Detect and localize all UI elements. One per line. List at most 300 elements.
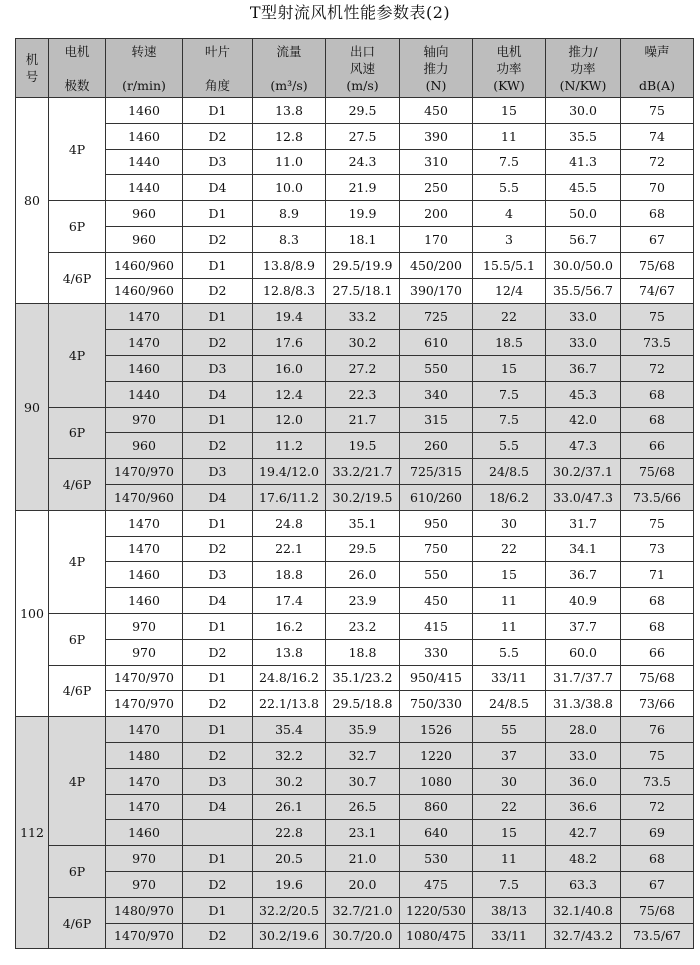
performance-table <box>15 38 694 949</box>
velocity-cell: 20.0 <box>326 871 400 897</box>
noise-cell: 72 <box>621 794 694 820</box>
thrust-cell: 315 <box>400 407 473 433</box>
thrust-cell: 260 <box>400 433 473 459</box>
table-row <box>16 691 694 717</box>
velocity-cell: 30.7 <box>326 768 400 794</box>
blade-angle-cell: D4 <box>183 794 253 820</box>
velocity-cell: 35.1 <box>326 510 400 536</box>
flow-cell: 35.4 <box>253 717 326 743</box>
ratio-cell: 30.0 <box>546 98 621 124</box>
flow-cell: 13.8/8.9 <box>253 252 326 278</box>
flow-cell: 16.0 <box>253 355 326 381</box>
ratio-cell: 30.2/37.1 <box>546 459 621 485</box>
speed-cell: 960 <box>106 433 183 459</box>
noise-cell: 66 <box>621 433 694 459</box>
blade-angle-cell: D4 <box>183 484 253 510</box>
flow-cell: 12.0 <box>253 407 326 433</box>
blade-angle-cell <box>183 820 253 846</box>
table-row <box>16 123 694 149</box>
thrust-cell: 1220/530 <box>400 897 473 923</box>
power-cell: 30 <box>473 768 546 794</box>
flow-cell: 8.9 <box>253 201 326 227</box>
table-row <box>16 252 694 278</box>
table-row <box>16 639 694 665</box>
speed-cell: 970 <box>106 613 183 639</box>
noise-cell: 75 <box>621 510 694 536</box>
table-row <box>16 846 694 872</box>
speed-cell: 1470 <box>106 717 183 743</box>
blade-angle-cell: D2 <box>183 691 253 717</box>
poles-cell: 4P <box>49 510 106 613</box>
velocity-cell: 23.1 <box>326 820 400 846</box>
ratio-cell: 35.5 <box>546 123 621 149</box>
blade-angle-cell: D2 <box>183 536 253 562</box>
power-cell: 7.5 <box>473 149 546 175</box>
noise-cell: 75/68 <box>621 459 694 485</box>
ratio-cell: 36.6 <box>546 794 621 820</box>
thrust-cell: 1080 <box>400 768 473 794</box>
table-row <box>16 613 694 639</box>
thrust-cell: 415 <box>400 613 473 639</box>
flow-cell: 18.8 <box>253 562 326 588</box>
noise-cell: 75 <box>621 742 694 768</box>
blade-angle-cell: D3 <box>183 562 253 588</box>
velocity-cell: 18.8 <box>326 639 400 665</box>
speed-cell: 1470 <box>106 536 183 562</box>
ratio-cell: 41.3 <box>546 149 621 175</box>
power-cell: 4 <box>473 201 546 227</box>
flow-cell: 22.8 <box>253 820 326 846</box>
table-row <box>16 923 694 949</box>
table-row <box>16 871 694 897</box>
speed-cell: 1470 <box>106 794 183 820</box>
noise-cell: 69 <box>621 820 694 846</box>
velocity-cell: 24.3 <box>326 149 400 175</box>
flow-cell: 26.1 <box>253 794 326 820</box>
speed-cell: 970 <box>106 846 183 872</box>
model-cell: 90 <box>16 304 49 510</box>
power-cell: 37 <box>473 742 546 768</box>
velocity-cell: 30.7/20.0 <box>326 923 400 949</box>
blade-angle-cell: D1 <box>183 252 253 278</box>
ratio-cell: 33.0/47.3 <box>546 484 621 510</box>
power-cell: 38/13 <box>473 897 546 923</box>
speed-cell: 960 <box>106 201 183 227</box>
ratio-cell: 45.3 <box>546 381 621 407</box>
blade-angle-cell: D1 <box>183 304 253 330</box>
thrust-cell: 750/330 <box>400 691 473 717</box>
speed-cell: 970 <box>106 407 183 433</box>
noise-cell: 73.5 <box>621 330 694 356</box>
ratio-cell: 33.0 <box>546 304 621 330</box>
blade-angle-cell: D1 <box>183 897 253 923</box>
header-flow: 流量 (m³/s) <box>253 39 326 98</box>
table-row <box>16 717 694 743</box>
blade-angle-cell: D1 <box>183 407 253 433</box>
poles-cell: 6P <box>49 201 106 253</box>
table-row <box>16 226 694 252</box>
table-row <box>16 459 694 485</box>
table-row <box>16 536 694 562</box>
ratio-cell: 36.7 <box>546 562 621 588</box>
blade-angle-cell: D1 <box>183 98 253 124</box>
power-cell: 24/8.5 <box>473 459 546 485</box>
table-row <box>16 278 694 304</box>
velocity-cell: 23.2 <box>326 613 400 639</box>
flow-cell: 32.2/20.5 <box>253 897 326 923</box>
speed-cell: 1480/970 <box>106 897 183 923</box>
blade-angle-cell: D2 <box>183 742 253 768</box>
header-axial-thrust: 轴向 推力 (N) <box>400 39 473 98</box>
thrust-cell: 1080/475 <box>400 923 473 949</box>
ratio-cell: 36.7 <box>546 355 621 381</box>
table-row <box>16 330 694 356</box>
flow-cell: 16.2 <box>253 613 326 639</box>
power-cell: 11 <box>473 588 546 614</box>
ratio-cell: 63.3 <box>546 871 621 897</box>
noise-cell: 75/68 <box>621 665 694 691</box>
power-cell: 15.5/5.1 <box>473 252 546 278</box>
table-row <box>16 742 694 768</box>
ratio-cell: 34.1 <box>546 536 621 562</box>
blade-angle-cell: D3 <box>183 355 253 381</box>
ratio-cell: 47.3 <box>546 433 621 459</box>
speed-cell: 1470/970 <box>106 691 183 717</box>
thrust-cell: 170 <box>400 226 473 252</box>
table-row <box>16 304 694 330</box>
blade-angle-cell: D2 <box>183 123 253 149</box>
power-cell: 18.5 <box>473 330 546 356</box>
ratio-cell: 42.7 <box>546 820 621 846</box>
thrust-cell: 200 <box>400 201 473 227</box>
speed-cell: 1470/970 <box>106 665 183 691</box>
table-row <box>16 355 694 381</box>
noise-cell: 68 <box>621 381 694 407</box>
velocity-cell: 29.5/18.8 <box>326 691 400 717</box>
ratio-cell: 48.2 <box>546 846 621 872</box>
poles-cell: 6P <box>49 407 106 459</box>
header-model: 机 号 <box>16 39 49 98</box>
table-row <box>16 820 694 846</box>
flow-cell: 22.1 <box>253 536 326 562</box>
flow-cell: 24.8 <box>253 510 326 536</box>
thrust-cell: 1220 <box>400 742 473 768</box>
table-row <box>16 407 694 433</box>
power-cell: 18/6.2 <box>473 484 546 510</box>
table-row <box>16 794 694 820</box>
power-cell: 22 <box>473 304 546 330</box>
blade-angle-cell: D1 <box>183 846 253 872</box>
thrust-cell: 750 <box>400 536 473 562</box>
noise-cell: 73.5/67 <box>621 923 694 949</box>
flow-cell: 30.2 <box>253 768 326 794</box>
ratio-cell: 32.1/40.8 <box>546 897 621 923</box>
noise-cell: 75/68 <box>621 897 694 923</box>
thrust-cell: 450/200 <box>400 252 473 278</box>
speed-cell: 1460 <box>106 820 183 846</box>
flow-cell: 22.1/13.8 <box>253 691 326 717</box>
velocity-cell: 22.3 <box>326 381 400 407</box>
velocity-cell: 21.7 <box>326 407 400 433</box>
noise-cell: 66 <box>621 639 694 665</box>
thrust-cell: 860 <box>400 794 473 820</box>
table-row <box>16 381 694 407</box>
table-row <box>16 665 694 691</box>
header-thrust-power-ratio: 推力/ 功率 (N/KW) <box>546 39 621 98</box>
speed-cell: 1470/960 <box>106 484 183 510</box>
blade-angle-cell: D3 <box>183 459 253 485</box>
noise-cell: 67 <box>621 226 694 252</box>
table-row <box>16 562 694 588</box>
poles-cell: 4/6P <box>49 459 106 511</box>
blade-angle-cell: D1 <box>183 201 253 227</box>
speed-cell: 1440 <box>106 149 183 175</box>
velocity-cell: 27.5/18.1 <box>326 278 400 304</box>
thrust-cell: 250 <box>400 175 473 201</box>
flow-cell: 13.8 <box>253 639 326 665</box>
ratio-cell: 60.0 <box>546 639 621 665</box>
power-cell: 11 <box>473 613 546 639</box>
thrust-cell: 550 <box>400 355 473 381</box>
blade-angle-cell: D1 <box>183 665 253 691</box>
ratio-cell: 36.0 <box>546 768 621 794</box>
noise-cell: 75 <box>621 98 694 124</box>
ratio-cell: 37.7 <box>546 613 621 639</box>
thrust-cell: 390 <box>400 123 473 149</box>
thrust-cell: 725 <box>400 304 473 330</box>
header-speed: 转速 (r/min) <box>106 39 183 98</box>
flow-cell: 8.3 <box>253 226 326 252</box>
power-cell: 15 <box>473 355 546 381</box>
speed-cell: 1470 <box>106 304 183 330</box>
poles-cell: 4/6P <box>49 665 106 717</box>
thrust-cell: 450 <box>400 588 473 614</box>
model-cell: 112 <box>16 717 49 949</box>
poles-cell: 6P <box>49 613 106 665</box>
poles-cell: 4/6P <box>49 252 106 304</box>
power-cell: 5.5 <box>473 175 546 201</box>
thrust-cell: 530 <box>400 846 473 872</box>
velocity-cell: 32.7/21.0 <box>326 897 400 923</box>
thrust-cell: 550 <box>400 562 473 588</box>
ratio-cell: 45.5 <box>546 175 621 201</box>
model-cell: 100 <box>16 510 49 716</box>
thrust-cell: 340 <box>400 381 473 407</box>
noise-cell: 75/68 <box>621 252 694 278</box>
power-cell: 11 <box>473 846 546 872</box>
header-blade-angle: 叶片 角度 <box>183 39 253 98</box>
thrust-cell: 950/415 <box>400 665 473 691</box>
speed-cell: 1460 <box>106 562 183 588</box>
speed-cell: 1460/960 <box>106 278 183 304</box>
header-motor-power: 电机 功率 (KW) <box>473 39 546 98</box>
flow-cell: 19.4 <box>253 304 326 330</box>
noise-cell: 73 <box>621 536 694 562</box>
velocity-cell: 29.5/19.9 <box>326 252 400 278</box>
noise-cell: 72 <box>621 355 694 381</box>
power-cell: 5.5 <box>473 639 546 665</box>
ratio-cell: 31.3/38.8 <box>546 691 621 717</box>
noise-cell: 68 <box>621 846 694 872</box>
velocity-cell: 29.5 <box>326 536 400 562</box>
thrust-cell: 310 <box>400 149 473 175</box>
speed-cell: 1460 <box>106 123 183 149</box>
velocity-cell: 21.0 <box>326 846 400 872</box>
ratio-cell: 31.7 <box>546 510 621 536</box>
power-cell: 3 <box>473 226 546 252</box>
flow-cell: 11.2 <box>253 433 326 459</box>
speed-cell: 1440 <box>106 175 183 201</box>
velocity-cell: 32.7 <box>326 742 400 768</box>
noise-cell: 76 <box>621 717 694 743</box>
speed-cell: 1460 <box>106 98 183 124</box>
velocity-cell: 19.9 <box>326 201 400 227</box>
flow-cell: 17.6/11.2 <box>253 484 326 510</box>
blade-angle-cell: D1 <box>183 613 253 639</box>
flow-cell: 17.4 <box>253 588 326 614</box>
noise-cell: 73.5 <box>621 768 694 794</box>
thrust-cell: 1526 <box>400 717 473 743</box>
velocity-cell: 30.2/19.5 <box>326 484 400 510</box>
poles-cell: 4P <box>49 717 106 846</box>
flow-cell: 24.8/16.2 <box>253 665 326 691</box>
velocity-cell: 30.2 <box>326 330 400 356</box>
flow-cell: 10.0 <box>253 175 326 201</box>
thrust-cell: 640 <box>400 820 473 846</box>
poles-cell: 4P <box>49 98 106 201</box>
ratio-cell: 30.0/50.0 <box>546 252 621 278</box>
power-cell: 33/11 <box>473 923 546 949</box>
blade-angle-cell: D4 <box>183 381 253 407</box>
table-row <box>16 98 694 124</box>
noise-cell: 71 <box>621 562 694 588</box>
poles-cell: 6P <box>49 846 106 898</box>
power-cell: 33/11 <box>473 665 546 691</box>
power-cell: 7.5 <box>473 407 546 433</box>
blade-angle-cell: D2 <box>183 278 253 304</box>
blade-angle-cell: D2 <box>183 639 253 665</box>
flow-cell: 13.8 <box>253 98 326 124</box>
speed-cell: 1480 <box>106 742 183 768</box>
thrust-cell: 610 <box>400 330 473 356</box>
flow-cell: 17.6 <box>253 330 326 356</box>
ratio-cell: 33.0 <box>546 330 621 356</box>
flow-cell: 20.5 <box>253 846 326 872</box>
blade-angle-cell: D4 <box>183 175 253 201</box>
ratio-cell: 32.7/43.2 <box>546 923 621 949</box>
power-cell: 12/4 <box>473 278 546 304</box>
flow-cell: 12.8 <box>253 123 326 149</box>
table-row <box>16 201 694 227</box>
blade-angle-cell: D3 <box>183 768 253 794</box>
noise-cell: 73/66 <box>621 691 694 717</box>
velocity-cell: 33.2/21.7 <box>326 459 400 485</box>
power-cell: 22 <box>473 794 546 820</box>
noise-cell: 72 <box>621 149 694 175</box>
poles-cell: 4P <box>49 304 106 407</box>
power-cell: 15 <box>473 98 546 124</box>
poles-cell: 4/6P <box>49 897 106 949</box>
flow-cell: 12.4 <box>253 381 326 407</box>
ratio-cell: 40.9 <box>546 588 621 614</box>
blade-angle-cell: D2 <box>183 871 253 897</box>
table-row <box>16 897 694 923</box>
power-cell: 15 <box>473 562 546 588</box>
blade-angle-cell: D1 <box>183 510 253 536</box>
velocity-cell: 18.1 <box>326 226 400 252</box>
noise-cell: 73.5/66 <box>621 484 694 510</box>
thrust-cell: 950 <box>400 510 473 536</box>
ratio-cell: 42.0 <box>546 407 621 433</box>
velocity-cell: 29.5 <box>326 98 400 124</box>
noise-cell: 68 <box>621 407 694 433</box>
speed-cell: 1470 <box>106 510 183 536</box>
table-row <box>16 433 694 459</box>
blade-angle-cell: D4 <box>183 588 253 614</box>
noise-cell: 68 <box>621 613 694 639</box>
ratio-cell: 28.0 <box>546 717 621 743</box>
thrust-cell: 725/315 <box>400 459 473 485</box>
speed-cell: 1470/970 <box>106 459 183 485</box>
flow-cell: 32.2 <box>253 742 326 768</box>
ratio-cell: 50.0 <box>546 201 621 227</box>
noise-cell: 68 <box>621 201 694 227</box>
thrust-cell: 610/260 <box>400 484 473 510</box>
velocity-cell: 26.5 <box>326 794 400 820</box>
speed-cell: 1460/960 <box>106 252 183 278</box>
velocity-cell: 19.5 <box>326 433 400 459</box>
noise-cell: 74/67 <box>621 278 694 304</box>
header-poles: 电机 极数 <box>49 39 106 98</box>
header-noise: 噪声 dB(A) <box>621 39 694 98</box>
speed-cell: 1440 <box>106 381 183 407</box>
thrust-cell: 475 <box>400 871 473 897</box>
table-row <box>16 149 694 175</box>
ratio-cell: 56.7 <box>546 226 621 252</box>
velocity-cell: 35.1/23.2 <box>326 665 400 691</box>
thrust-cell: 390/170 <box>400 278 473 304</box>
velocity-cell: 23.9 <box>326 588 400 614</box>
blade-angle-cell: D2 <box>183 226 253 252</box>
noise-cell: 74 <box>621 123 694 149</box>
power-cell: 7.5 <box>473 381 546 407</box>
velocity-cell: 33.2 <box>326 304 400 330</box>
power-cell: 22 <box>473 536 546 562</box>
page-title: T型射流风机性能参数表(2) <box>249 3 451 22</box>
power-cell: 11 <box>473 123 546 149</box>
header-outlet-velocity: 出口 风速 (m/s) <box>326 39 400 98</box>
power-cell: 7.5 <box>473 871 546 897</box>
flow-cell: 12.8/8.3 <box>253 278 326 304</box>
table-row <box>16 484 694 510</box>
speed-cell: 970 <box>106 871 183 897</box>
power-cell: 24/8.5 <box>473 691 546 717</box>
speed-cell: 1460 <box>106 588 183 614</box>
velocity-cell: 26.0 <box>326 562 400 588</box>
power-cell: 5.5 <box>473 433 546 459</box>
speed-cell: 970 <box>106 639 183 665</box>
power-cell: 30 <box>473 510 546 536</box>
speed-cell: 960 <box>106 226 183 252</box>
table-row <box>16 175 694 201</box>
ratio-cell: 35.5/56.7 <box>546 278 621 304</box>
blade-angle-cell: D1 <box>183 717 253 743</box>
speed-cell: 1470 <box>106 768 183 794</box>
model-cell: 80 <box>16 98 49 304</box>
blade-angle-cell: D2 <box>183 330 253 356</box>
noise-cell: 70 <box>621 175 694 201</box>
speed-cell: 1470 <box>106 330 183 356</box>
